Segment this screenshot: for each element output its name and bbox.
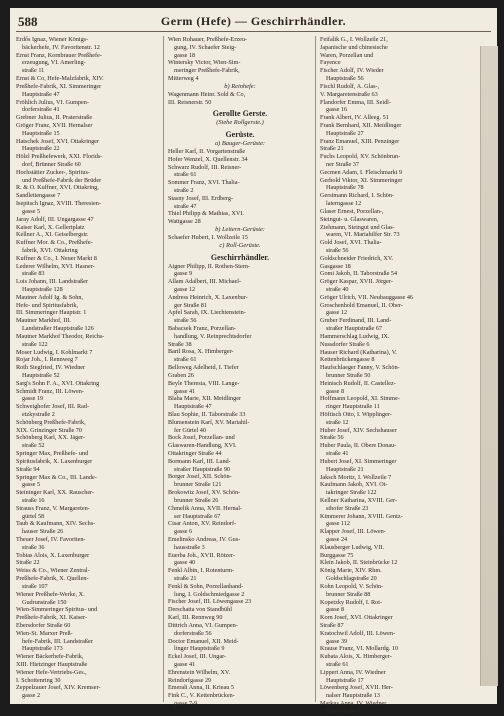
entry-continuation: linger Hauptstraße 9 <box>174 645 225 653</box>
entry-continuation: straße 107 <box>22 582 48 590</box>
directory-entry: Graben 26 <box>168 371 194 379</box>
directory-entry: Hölzl Preßhefewerk, XXI. Florids- <box>16 153 103 161</box>
directory-entry: Chmelik Anna, XVII. Hernal- <box>168 504 243 512</box>
directory-entry: Fischer Adolf, IV. Wieder <box>320 67 384 75</box>
directory-entry: Kubata Alois, X. Himberger- <box>320 653 392 661</box>
entry-continuation: meringer Preßhefe-Fabrik, <box>174 67 240 75</box>
entry-continuation: straße 122 <box>22 340 48 348</box>
entry-continuation: nalser Hauptstraße 13 <box>326 692 380 700</box>
column-divider <box>315 36 316 702</box>
directory-entry: Bormann Karl, III. Land- <box>168 457 231 465</box>
entry-continuation: gasse 8 <box>326 387 345 395</box>
entry-continuation: fer Gürtel 40 <box>174 426 206 434</box>
entry-continuation: Hauptstraße 47 <box>22 90 60 98</box>
directory-entry: Preßhefe-Fabrik, XI. Simmeringer <box>16 82 102 90</box>
entry-continuation: Hauptstraße 21 <box>326 465 364 473</box>
directory-entry: Gecmen Adam, I. Fleischmarkt 9 <box>320 168 403 176</box>
directory-entry: Belloweg Adelheid, I. Tiefer <box>168 364 239 372</box>
directory-entry: Gomi Jakob, II. Taborstraße 54 <box>320 270 398 278</box>
entry-continuation: gürtel 58 <box>22 512 45 520</box>
directory-entry: Goldschneider Friedrich, XV. <box>320 254 394 262</box>
directory-entry: Allam Adalbert, III. Michael- <box>168 278 242 286</box>
directory-entry: Ernst Franz, Kornbrauer Preßhefe- <box>16 51 102 59</box>
directory-entry: Gruber Ferdinand, III. Land- <box>320 317 392 325</box>
entry-continuation: und Preßhefe-Fabrik der Brüder <box>22 176 102 184</box>
directory-entry: Euerba Joh., XVII. Rötzer- <box>168 551 235 559</box>
entry-continuation: brunner Straße 50 <box>326 371 371 379</box>
entry-continuation: gasse 112 <box>326 520 351 528</box>
directory-entry: Lippert Anna, IV. Wiedner <box>320 668 386 676</box>
directory-entry: Heller Karl, II. Vorgartenstraße <box>168 147 246 155</box>
section-heading: Gerollte Gerste. <box>212 109 268 119</box>
directory-entry: Sandleitengasse 7 <box>16 192 61 200</box>
entry-continuation: gasse 18 <box>174 51 196 59</box>
entry-continuation: straße 61 <box>174 171 197 179</box>
subsection-heading: c) Roll-Gerüste. <box>219 241 261 249</box>
entry-continuation: gasse 8 <box>326 606 345 614</box>
entry-continuation: straßer Hauptstraße 90 <box>174 465 231 473</box>
directory-entry: Wattgasse 28 <box>168 218 201 226</box>
directory-entry: Schönberg Preßhefe-Fabrik, <box>16 418 86 426</box>
directory-entry: Fink C., V. Kettenbrücken- <box>168 692 235 700</box>
directory-entry: Schaefer Hubert, I. Wollzeile 15 <box>168 233 248 241</box>
directory-entry: Steininger Karl, XX. Rauscher- <box>16 489 95 497</box>
entry-continuation: brunner Straße 26 <box>174 496 219 504</box>
directory-entry: Kettenbrückengasse 8 <box>320 356 375 364</box>
directory-entry: Groschenhold Emanuel, II. Ober- <box>320 301 403 309</box>
directory-entry: Nussdorfer Straße 6 <box>320 340 370 348</box>
directory-entry: Stasny Josef, III. Erdberg- <box>168 194 234 202</box>
directory-entry: Bock Josef, Porzellan- und <box>168 434 235 442</box>
directory-entry: Ehrenstein Wilhelm, XV. <box>168 668 231 676</box>
directory-entry: Wien-St. Marxer Preß- <box>16 629 73 637</box>
directory-entry: Gerhold Viktor, XI. Simmeringer <box>320 176 403 184</box>
header-rule <box>16 31 491 32</box>
entry-continuation: straße 41 <box>326 450 349 458</box>
entry-continuation: gung, IV. Schaefer Steig- <box>174 43 237 51</box>
directory-entry: Kimmerer Johann, XVIII. Gentz- <box>320 512 403 520</box>
entry-continuation: fabrik, XVI. Ottakring <box>22 246 78 254</box>
directory-entry: Flandorfer Emma, III. Seidl- <box>320 98 391 106</box>
binding-edge <box>480 46 498 686</box>
directory-entry: Sommer Franz, XVI. Thalia- <box>168 179 240 187</box>
entry-continuation: gasse 39 <box>326 637 348 645</box>
directory-entry: Klein Jakob, II. Steinbrücke 12 <box>320 559 398 567</box>
directory-entry: Fayence <box>320 59 341 67</box>
directory-entry: Taub & Kaufmann, XIV. Sechs- <box>16 520 96 528</box>
directory-entry: Gerstmann Richard, I. Schön- <box>320 192 395 200</box>
entry-continuation: bäckerhefe, IV. Favoritenstr. 12 <box>22 43 100 51</box>
entry-continuation: laterngasse 12 <box>326 200 362 208</box>
entry-continuation: straße 61 <box>326 661 349 668</box>
entry-continuation: gasse 41 <box>174 660 196 668</box>
directory-entry: Hochstätter Zucker-, Spiritus- <box>16 168 90 176</box>
directory-entry: Weiss & Co., Wiener Zentral- <box>16 567 90 575</box>
directory-entry: Jaray Adolf, III. Ungargasse 47 <box>16 215 94 223</box>
directory-entry: Wagenmann Heinr. Sold & Co, <box>168 90 246 98</box>
directory-entry: I. Schottenring 30 <box>16 676 61 684</box>
directory-entry: Wiener Bäckerhefe-Fabrik, <box>16 653 84 661</box>
page-title: Germ (Hefe) — Geschirrhändler. <box>160 14 347 28</box>
directory-entry: Hofer Wenzel, X. Quellenstr. 34 <box>168 155 248 163</box>
directory-entry: Blaha Marie, XII. Meidlinger <box>168 395 242 403</box>
directory-entry: Borger Josef, XII. Schön- <box>168 473 232 481</box>
directory-entry: Wiener Preßhefe-Werke, X. <box>16 590 85 598</box>
directory-entry: Hoffmann Leopold, XI. Simme- <box>320 395 400 403</box>
directory-entry: Theuer Josef, IV. Favoriten- <box>16 536 86 543</box>
entry-continuation: takringer Straße 122 <box>326 489 377 497</box>
directory-entry: Burggasse 75 <box>320 551 354 559</box>
entry-continuation: straße 12 <box>326 418 349 426</box>
directory-entry: Mautner Markhof, III. <box>16 317 71 325</box>
entry-continuation: dorferstraße 56 <box>174 629 212 637</box>
directory-entry: Ernst & Co, Hefe-Malzfabrik, XIV. <box>16 75 104 83</box>
column-2 <box>168 36 312 707</box>
entry-continuation: gasse 7-9 <box>174 700 198 707</box>
directory-entry: Kopetzky Rudolf, I. Rot- <box>320 598 383 606</box>
entry-continuation: hausstraße 3 <box>174 543 205 551</box>
directory-entry: Erdős Ignaz, Wiener Königs- <box>16 36 89 43</box>
directory-entry: Fenkl Albin, I. Rotenturm- <box>168 567 235 575</box>
directory-page <box>10 8 497 715</box>
entry-continuation: straße 56 <box>174 317 197 325</box>
subsection-heading: (Siehe Rollgerste.) <box>216 119 264 127</box>
entry-continuation: gasse 5 <box>22 207 41 215</box>
entry-continuation: ger Straße 81 <box>174 301 207 309</box>
directory-entry: Wiener Hefe-Vertriebs-Ges., <box>16 668 87 676</box>
directory-entry: Frank Albert, IV. Alleeg. 51 <box>320 114 389 122</box>
entry-continuation: Gudrunstraße 150 <box>22 598 67 606</box>
entry-continuation: straße 52 <box>22 442 45 450</box>
directory-entry: Kuffner Mor. & Co., Preßhefe- <box>16 239 93 247</box>
directory-entry: Gröger Kaspar, XVII. Jörger- <box>320 278 393 286</box>
directory-entry: III. Simmeringer Hauptstr. 1 <box>16 309 87 317</box>
entry-continuation: etzkystraße 2 <box>22 411 55 418</box>
directory-entry: Ottakringer Straße 44 <box>168 450 222 457</box>
directory-entry: Schönberg Karl, XX. Jäger- <box>16 434 86 442</box>
section-heading: Gerüste. <box>225 130 255 140</box>
entry-continuation: straße 47 <box>174 202 197 210</box>
directory-entry: Straße 38 <box>168 340 192 348</box>
directory-entry: Korn Josef, XVI. Ottakringer <box>320 614 393 622</box>
section-heading: Geschirrhändler. <box>210 252 270 262</box>
entry-continuation: gasse 6 <box>174 528 193 536</box>
directory-entry: Haufschlaeger Fanny, V. Schön- <box>320 364 400 372</box>
directory-entry: Preßhefe-Fabrik, XI. Kaiser- <box>16 614 88 622</box>
entry-continuation: gasse 24 <box>326 536 348 543</box>
column-1 <box>16 36 160 702</box>
entry-continuation: gasse 12 <box>174 285 196 293</box>
directory-entry: Mautner Markhof Theodor, Reichs- <box>16 332 105 340</box>
directory-entry: Hammerschlag Ludwig, IX. <box>320 332 390 340</box>
directory-entry: Roth Siegfried, IV. Wiedner <box>16 364 86 372</box>
entry-continuation: dorferstraße 41 <box>22 106 60 114</box>
directory-entry: Höftisch Otto, I. Wipplinger- <box>320 411 392 418</box>
entry-continuation: handlung, V. Reinprechtsdorfer <box>174 332 252 340</box>
directory-entry: Aigner Philipp, II. Rothen-Stern- <box>168 262 250 270</box>
directory-entry: Huber Paula, II. Obere Donau- <box>320 442 397 450</box>
entry-continuation: straßer Hauptstraße 67 <box>326 325 383 333</box>
entry-continuation: gasse 19 <box>22 395 44 403</box>
entry-continuation: gasse 41 <box>174 387 196 395</box>
directory-entry: Grebner Julius, II. Praterstraße <box>16 114 93 122</box>
directory-entry: Japanische und chinesische <box>320 43 388 51</box>
entry-continuation: Hauptstraße 22 <box>22 145 60 153</box>
directory-entry: Bartl Rosa, X. Himberger- <box>168 348 234 356</box>
column-3 <box>320 36 468 715</box>
directory-entry: Löwenberg Josef, XVII. Her- <box>320 684 393 692</box>
entry-continuation: Hauptstraße 173 <box>22 645 63 653</box>
directory-entry: Ebersdorfer Straße 60 <box>16 621 71 629</box>
directory-entry: Blau Sophie, II. Taborstraße 33 <box>168 410 246 418</box>
entry-continuation: Hauptstraße 78 <box>326 184 364 192</box>
entry-continuation: hefe-Fabrik, III. Landstraßer <box>22 637 93 645</box>
entry-continuation: hauser Straße 26 <box>22 528 64 536</box>
page-number: 588 <box>18 14 38 29</box>
entry-continuation: straße 40 <box>326 286 349 293</box>
directory-entry: Kohn Leopold, V. Schön- <box>320 582 384 590</box>
directory-entry: Springer Max, Preßhefe- und <box>16 450 89 458</box>
directory-entry: Zeppelzauer Josef, XIV. Kremser- <box>16 684 101 692</box>
directory-entry: Klausberger Ludwig, VII. <box>320 543 385 551</box>
entry-continuation: straße 2 <box>174 187 194 194</box>
entry-continuation: gasse 40 <box>174 559 196 567</box>
directory-entry: Strauss Franz, V. Margareten- <box>16 504 90 512</box>
directory-entry: Emerali Anna, II. Krieau 5 <box>168 684 234 692</box>
directory-entry: Feifalik G., I. Wollzeile 21, <box>320 36 388 43</box>
directory-entry: Glaser Ernest, Porzellan-, <box>320 207 384 215</box>
entry-continuation: gasse 12 <box>326 309 348 317</box>
directory-entry: Glaswaren-Handlung, XVI. <box>168 442 237 450</box>
directory-entry: Markus Anna, IV. Wiedner <box>320 700 387 708</box>
directory-entry: Fischl Rudolf, A. Glas-, <box>320 82 380 90</box>
directory-entry: Krause Franz, VI. Mollardg. 10 <box>320 645 399 653</box>
page-header <box>10 14 497 30</box>
directory-entry: Mautner Adolf Ig. & Sohn, <box>16 293 84 301</box>
directory-entry: Gröger Ulrich, VII. Neubauggasse 46 <box>320 293 414 301</box>
directory-entry: Straße 22 <box>16 559 40 567</box>
entry-continuation: Hauptstraße 17 <box>326 676 364 684</box>
entry-continuation: brunner Straße 121 <box>174 481 222 489</box>
directory-entry: Fuchs Leopold, XV. Schönbrun- <box>320 153 401 161</box>
directory-entry: Springer Max & Co., III. Lande- <box>16 473 97 481</box>
directory-entry: Thiel Philipp & Mathias, XVI. <box>168 210 244 218</box>
entry-continuation: ner Straße 37 <box>326 161 359 168</box>
directory-entry: Brokowitz Josef, XV. Schön- <box>168 489 241 497</box>
entry-continuation: Hauptstraße 27 <box>326 129 364 137</box>
directory-entry: Tobias Alois, X. Laxenburger <box>16 551 90 559</box>
entry-continuation: Hauptstraße 128 <box>22 286 63 293</box>
entry-continuation: Hauptstraße 52 <box>22 371 60 379</box>
directory-entry: Beyle Theresia, VIII. Lange- <box>168 379 240 387</box>
directory-entry: Fenkl & Sohn, Porzellanhand- <box>168 582 244 590</box>
directory-entry: Hauser Richard (Katharina), V. <box>320 348 397 356</box>
directory-entry: Hubert Josef, XI. Simmeringer <box>320 457 397 465</box>
directory-entry: Reindorfgasse 29 <box>168 676 212 684</box>
entry-continuation: Hauptstraße 56 <box>326 75 364 83</box>
directory-entry: Emelinsko Andreas, IV. Gus- <box>168 535 241 543</box>
directory-entry: Klapper Josef, III. Löwen- <box>320 528 386 536</box>
directory-entry: Wien Rohauer, Preßhefe-Erzeu- <box>168 36 248 43</box>
directory-entry: Steingut- u. Glaswaren, <box>320 215 379 223</box>
directory-entry: Blumenstein Karl, XV. Mariahil- <box>168 418 250 426</box>
entry-continuation: gasse 9 <box>174 270 193 278</box>
directory-entry: Gröger Franz, XVII. Hernalser <box>16 121 93 129</box>
entry-continuation: gasse 2 <box>22 692 41 700</box>
entry-continuation: Hauptstraße 47 <box>174 403 212 411</box>
directory-entry: Dittrich Anna, VI. Gumpen- <box>168 621 238 629</box>
directory-entry: Ziehmann, Steingut und Glas- <box>320 223 395 231</box>
directory-entry: Apfel Sarah, IX. Liechtenstein- <box>168 309 246 317</box>
directory-entry: Waren, Porzellan und <box>320 51 374 59</box>
directory-entry: Lois Johann, III. Landstraßer <box>16 278 88 286</box>
directory-entry: Rojar Joh., I. Rennweg 7 <box>16 356 78 364</box>
directory-entry: Kellner A., XI. Geiselbergstr. <box>16 231 89 239</box>
directory-entry: Frank Bernhard, XII. Meidlinger <box>320 121 402 129</box>
entry-continuation: sthofer Straße 23 <box>326 504 369 512</box>
directory-entry: Kaiser Karl, X. Gellertplatz <box>16 223 85 231</box>
directory-entry: Schmidt Franz, III. Löwen- <box>16 387 84 395</box>
directory-entry: Wien-Simmeringer Spiritus- und <box>16 606 98 614</box>
entry-continuation: straße 11 <box>22 67 45 75</box>
directory-entry: Kuffner & Co., I. Neuer Markt 8 <box>16 254 97 262</box>
directory-entry: XIII. Hietzinger Hauptstraße <box>16 661 88 668</box>
entry-continuation: straße 36 <box>22 543 45 551</box>
entry-continuation: ringer Hauptstraße 11 <box>326 403 380 411</box>
directory-entry: Kratochwil Adolf, III. Löwen- <box>320 629 396 637</box>
directory-entry: Fischer Josef, III. Löwengasse 23 <box>168 598 252 606</box>
directory-entry: Wintersky Victor, Wien-Sim- <box>168 59 241 67</box>
directory-entry: Moser Ludwig, I. Kohlmarkt 7 <box>16 348 93 356</box>
directory-entry: Sarg's Sohn F. A., XVI. Ottakring <box>16 379 100 387</box>
directory-entry: V. Margaretenstraße 63 <box>320 90 378 98</box>
entry-continuation: dorf, Brünner Straße 60 <box>22 161 81 168</box>
directory-entry: Straße 56 <box>320 434 344 442</box>
entry-continuation: straße 61 <box>174 356 197 364</box>
directory-entry: Derschatta von Standbühl <box>168 606 232 614</box>
directory-entry: Franz Emanuel, XIII. Penzinger <box>320 137 400 145</box>
directory-entry: König Marie, XIV. Rhm. <box>320 567 382 575</box>
directory-entry: Babacsek Franz, Porzellan- <box>168 325 236 332</box>
subsection-heading: b) Reinhefe: <box>224 82 256 90</box>
directory-entry: Spiritusfabrik, X. Laxenburger <box>16 457 93 465</box>
directory-entry: Heinisch Rudolf, II. Castellez- <box>320 379 396 387</box>
directory-entry: R. & O. Kuffner, XVI. Ottakring, <box>16 184 99 192</box>
directory-entry: Schweighofer Josef, III. Rad- <box>16 403 90 411</box>
entry-continuation: straße 83 <box>22 270 45 278</box>
directory-entry: Gasgasse 18 <box>320 262 351 270</box>
entry-continuation: erzeugung, VI. Amerling- <box>22 59 86 67</box>
entry-continuation: Hauptstraße 15 <box>22 129 60 137</box>
directory-entry: Kaufmann Jakob, XVI. Ot- <box>320 481 388 489</box>
directory-entry: Jaksch Moritz, I. Wollzeile 7 <box>320 473 392 481</box>
directory-entry: Straße 87 <box>320 621 344 629</box>
entry-continuation: straße 16 <box>22 496 45 504</box>
directory-entry: XIX. Grinzinger Straße 70 <box>16 426 82 434</box>
directory-entry: Straße 21 <box>320 145 344 153</box>
entry-continuation: straße 21 <box>174 575 197 582</box>
directory-entry: Gold Josef, XVI. Thalia- <box>320 239 382 247</box>
directory-entry: Isepitsch Ignaz, XVIII. Theresien- <box>16 200 101 208</box>
entry-continuation: straße 56 <box>326 246 349 254</box>
entry-continuation: brunner Straße 88 <box>326 590 371 598</box>
directory-entry: III. Reisnerstr. 50 <box>168 98 212 106</box>
entry-continuation: gasse 16 <box>326 106 348 114</box>
directory-entry: Hatschek Josef, XVI. Ottakringer <box>16 137 99 145</box>
directory-entry: Kellner Katharina, XVIII. Ger- <box>320 496 398 504</box>
entry-continuation: lung, I. Goldschmiedgasse 2 <box>174 590 245 598</box>
directory-entry: Karl, III. Rennweg 90 <box>168 614 223 622</box>
directory-entry: Preßhefe-Fabrik, X. Quellen- <box>16 575 89 583</box>
entry-continuation: gasse 5 <box>22 481 41 489</box>
column-divider <box>163 36 164 702</box>
directory-entry: Hefe- und Spiritusfabrik, <box>16 301 79 309</box>
directory-entry: Andress Heinrich, X. Laxenbur- <box>168 293 248 301</box>
directory-entry: Eckel Josef, III. Ungar- <box>168 653 227 661</box>
directory-entry: Huber Josef, XIV. Sechshauser <box>320 426 397 434</box>
directory-entry: Lederer Wilhelm, XVI. Hasner- <box>16 262 95 270</box>
subsection-heading: a) Bauger-Gerüste: <box>214 140 266 148</box>
subsection-heading: b) Leitern-Gerüste: <box>215 226 265 234</box>
directory-entry: Cisar Anton, XV. Reindorf- <box>168 520 237 528</box>
directory-entry: Straße 94 <box>16 465 40 473</box>
entry-continuation: Goldschlagstraße 20 <box>326 575 377 583</box>
entry-continuation: ser Hauptstraße 67 <box>174 512 221 520</box>
directory-entry: Fröhlich Julius, VI. Gumpen- <box>16 98 89 106</box>
directory-entry: Doctor Emanuel, XII. Meid- <box>168 637 239 645</box>
directory-entry: Mitterweg 4 <box>168 75 199 83</box>
directory-entry: Schwarz Rudolf, III. Reisner- <box>168 163 242 171</box>
entry-continuation: waren, VI. Mariahilfer Str. 73 <box>326 231 400 239</box>
entry-continuation: Landstraßer Hauptstraße 126 <box>22 325 94 333</box>
entry-continuation: Hauptstraße 52 <box>326 707 364 715</box>
